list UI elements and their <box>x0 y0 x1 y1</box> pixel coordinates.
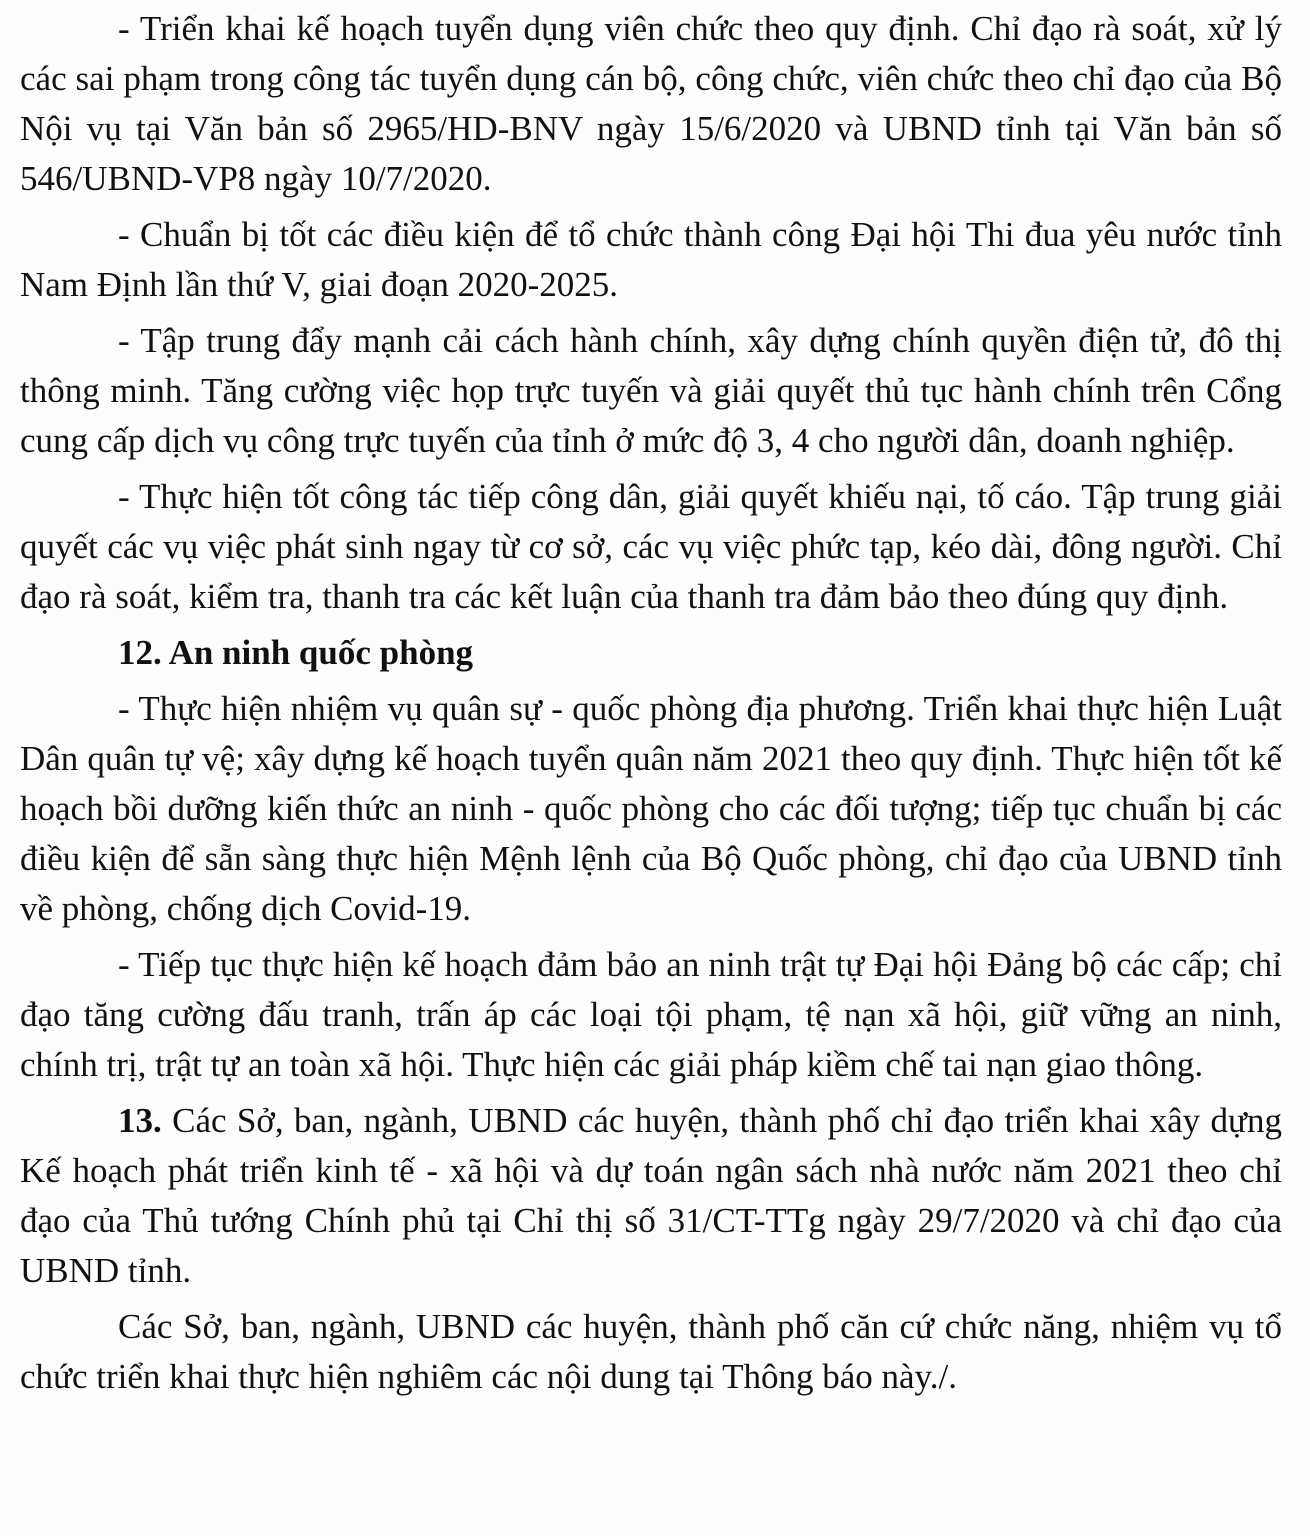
closing-paragraph: Các Sở, ban, ngành, UBND các huyện, thành phố căn cứ chức năng, nhiệm vụ tổ chức triển khai thực hiện nghiêm các nội dung tại Thông báo này./. <box>20 1307 1282 1396</box>
document-body <box>20 4 1282 1408</box>
paragraph-military-defense: - Thực hiện nhiệm vụ quân sự - quốc phòng địa phương. Triển khai thực hiện Luật Dân quân tự vệ; xây dựng kế hoạch tuyển quân năm 2021 theo quy định. Thực hiện tốt kế hoạch bồi dưỡng kiến thức an ninh - quốc phòng cho các đối tượng; tiếp tục chuẩn bị các điều kiện để sẵn sàng thực hiện Mệnh lệnh của Bộ Quốc phòng, chỉ đạo của UBND tỉnh về phòng, chống dịch Covid-19. <box>20 689 1282 928</box>
paragraph-administrative-reform: - Tập trung đẩy mạnh cải cách hành chính, xây dựng chính quyền điện tử, đô thị thông minh. Tăng cường việc họp trực tuyến và giải quyết thủ tục hành chính trên Cổng cung cấp dịch vụ công trực tuyến của tỉnh ở mức độ 3, 4 cho người dân, doanh nghiệp. <box>20 321 1282 460</box>
section-13-number: 13. <box>118 1101 162 1140</box>
section-13-text: Các Sở, ban, ngành, UBND các huyện, thành phố chỉ đạo triển khai xây dựng Kế hoạch phát triển kinh tế - xã hội và dự toán ngân sách nhà nước năm 2021 theo chỉ đạo của Thủ tướng Chính phủ tại Chỉ thị số 31/CT-TTg ngày 29/7/2020 và chỉ đạo của UBND tỉnh. <box>20 1101 1282 1290</box>
section-12-heading: 12. An ninh quốc phòng <box>118 633 474 672</box>
paragraph-recruitment: - Triển khai kế hoạch tuyển dụng viên chức theo quy định. Chỉ đạo rà soát, xử lý các sai phạm trong công tác tuyển dụng cán bộ, công chức, viên chức theo chỉ đạo của Bộ Nội vụ tại Văn bản số 2965/HD-BNV ngày 15/6/2020 và UBND tỉnh tại Văn bản số 546/UBND-VP8 ngày 10/7/2020. <box>20 9 1282 198</box>
paragraph-emulation-congress: - Chuẩn bị tốt các điều kiện để tổ chức thành công Đại hội Thi đua yêu nước tỉnh Nam Định lần thứ V, giai đoạn 2020-2025. <box>20 215 1282 304</box>
paragraph-citizen-reception: - Thực hiện tốt công tác tiếp công dân, giải quyết khiếu nại, tố cáo. Tập trung giải quyết các vụ việc phát sinh ngay từ cơ sở, các vụ việc phức tạp, kéo dài, đông người. Chỉ đạo rà soát, kiểm tra, thanh tra các kết luận của thanh tra đảm bảo theo đúng quy định. <box>20 477 1282 616</box>
paragraph-security-order: - Tiếp tục thực hiện kế hoạch đảm bảo an ninh trật tự Đại hội Đảng bộ các cấp; chỉ đạo tăng cường đấu tranh, trấn áp các loại tội phạm, tệ nạn xã hội, giữ vững an ninh, chính trị, trật tự an toàn xã hội. Thực hiện các giải pháp kiềm chế tai nạn giao thông. <box>20 945 1282 1084</box>
section-13-paragraph <box>20 1096 1282 1296</box>
